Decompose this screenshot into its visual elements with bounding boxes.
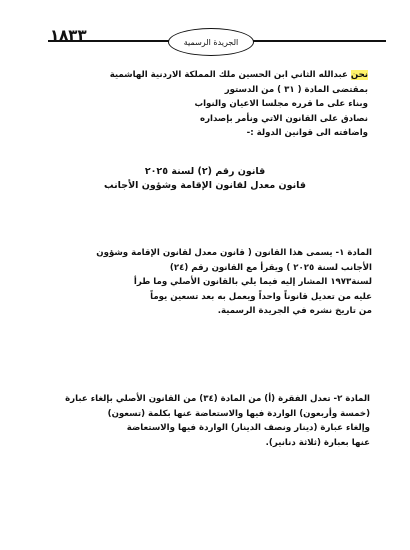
article-line: المادة ٢- تعدل الفقرة (أ) من المادة (٣٤) من القانون الأصلي بإلغاء عبارة (65, 394, 370, 404)
article-line: المادة ١- يسمى هذا القانون ( قانون معدل لقانون الإقامة وشؤون (96, 248, 372, 258)
preamble-line: بمقتضى المادة ( ٣١ ) من الدستور (224, 84, 368, 95)
emblem-text: الجريدة الرسمية (183, 37, 239, 47)
article-line: (خمسة وأربعون) الواردة فيها والاستعاضة عنها بكلمة (تسعون) (107, 408, 370, 419)
law-name: قانون معدل لقانون الإقامة وشؤون الأجانب (104, 180, 306, 191)
gazette-emblem (168, 28, 254, 56)
article-line: من تاريخ نشره في الجريدة الرسمية. (217, 306, 372, 316)
preamble-line-rest: عبدالله الثاني ابن الحسين ملك المملكة الاردنية الهاشمية (109, 70, 351, 80)
article-1 (36, 246, 372, 319)
article-line: لسنة١٩٧٣ المشار إليه فيما يلي بالقانون الأصلي وما طرأ (133, 277, 372, 287)
article-line: عليه من تعديل قانوناً واحداً ويعمل به بعد تسعين يوماً (150, 291, 372, 302)
article-line: عنها بعبارة (ثلاثة دنانير). (265, 437, 370, 448)
law-number: قانون رقم (٢) لسنة ٢٠٢٥ (144, 166, 266, 177)
article-line: وإلغاء عبارة (دينار ونصف الدينار) الواردة فيها والاستعاضة (126, 423, 370, 433)
law-title (0, 165, 410, 193)
preamble-line (46, 68, 368, 83)
page-number: ١٨٣٣ (50, 26, 87, 44)
article-2 (54, 392, 370, 450)
preamble-line: نصادق على القانون الاتي ونأمر بإصداره (200, 113, 368, 124)
article-line: الأجانب لسنة ٢٠٢٥ ) ويقرأ مع القانون رقم (٢٤) (169, 262, 372, 273)
preamble-line: وبناء على ما قرره مجلسا الاعيان والنواب (194, 99, 368, 109)
preamble-line: واضافته الى قوانين الدولة :- (246, 128, 368, 138)
highlighted-word: نحن (350, 70, 368, 80)
preamble (46, 68, 368, 141)
